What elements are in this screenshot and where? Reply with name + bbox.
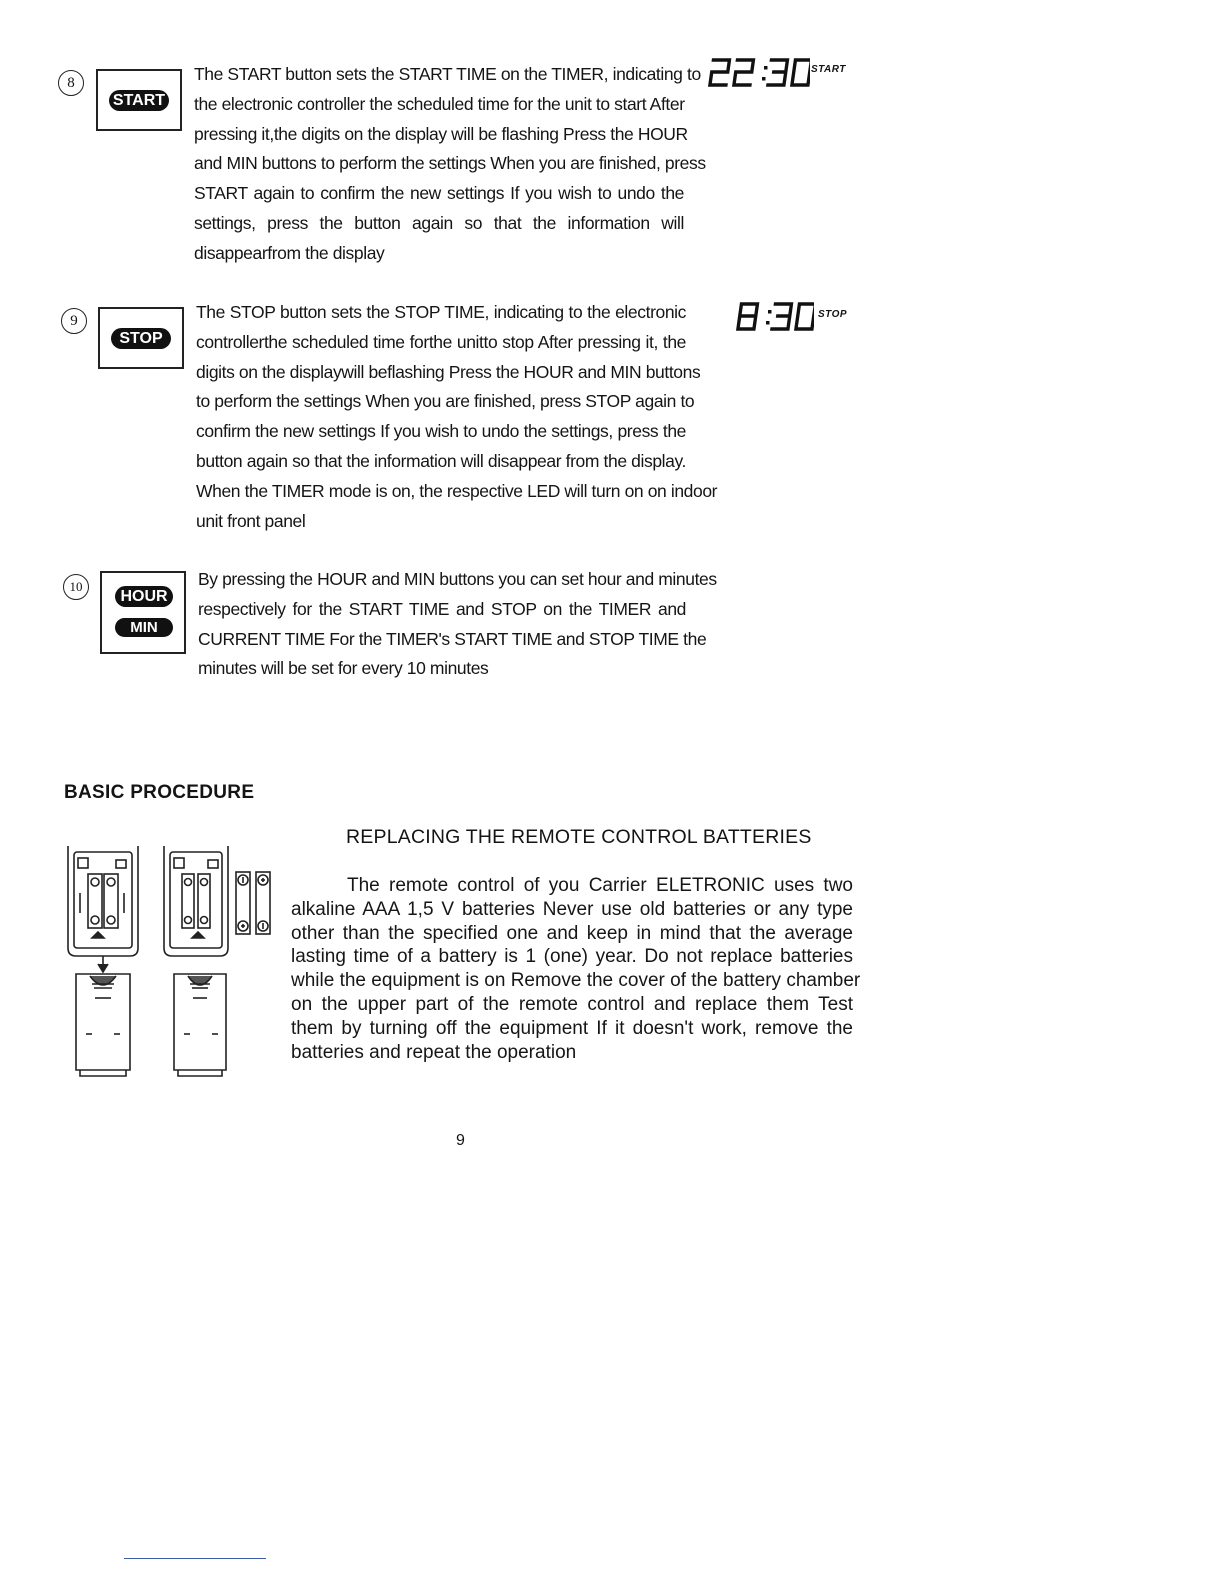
batteries-description: The remote control of you Carrier ELETRONIC uses two alkaline AAA 1,5 V batteries Never use old batteries or any type other than the specified one and keep in mind that the average lasting time of a battery is 1 (one) year. Do not replace batteries while the equipment is on Remove the cover of the battery chamber on the upper part of the remote control and replace them Test them by turning off the equipment If it doesn't work, remove the batteries and repeat the operation <box>291 875 861 1063</box>
start-time-display <box>706 56 810 90</box>
stop-description: The STOP button sets the STOP TIME, indicating to the electronic controllerthe scheduled time forthe unitto stop After pressing it, the digits on the displaywill beflashing Press the HOUR and MIN buttons to perform the settings When you are finished, press STOP again to confirm the new settings If you wish to undo the settings, press the button again so that the information will disappear from the display. When the TIMER mode is on, the respective LED will turn on on indoor unit front panel <box>196 302 718 531</box>
stop-display-label: STOP <box>818 309 848 320</box>
start-description: The START button sets the START TIME on the TIMER, indicating to the electronic controller the scheduled time for the unit to start After pressing it,the digits on the display will be flashing Press the HOUR and MIN buttons to perform the settings When you are finished, press START again to confirm the new settings If you wish to undo the settings, press the button again so that the information will disappearfrom the display <box>194 64 706 263</box>
footer-rule <box>124 1558 266 1559</box>
item-number-10: 10 <box>63 574 89 600</box>
start-display-label: START <box>811 64 846 75</box>
batteries-title: REPLACING THE REMOTE CONTROL BATTERIES <box>346 826 812 848</box>
section-title: BASIC PROCEDURE <box>64 782 255 803</box>
stop-button[interactable]: STOP <box>111 328 171 349</box>
min-button[interactable]: MIN <box>115 618 173 637</box>
hour-min-description: By pressing the HOUR and MIN buttons you can set hour and minutes respectively for the START TIME and STOP on the TIMER and CURRENT TIME For the TIMER's START TIME and STOP TIME the minutes will be set for every 10 minutes <box>198 569 717 679</box>
battery-replacement-illustration <box>62 838 292 1083</box>
stop-time-display <box>734 300 814 334</box>
page-number: 9 <box>456 1132 465 1149</box>
stop-button-frame <box>98 307 184 369</box>
item-number-9: 9 <box>61 308 87 334</box>
start-button[interactable]: START <box>109 90 169 111</box>
hour-button[interactable]: HOUR <box>115 586 173 607</box>
hour-min-button-frame <box>100 571 186 654</box>
item-number-8: 8 <box>58 70 84 96</box>
start-button-frame <box>96 69 182 131</box>
